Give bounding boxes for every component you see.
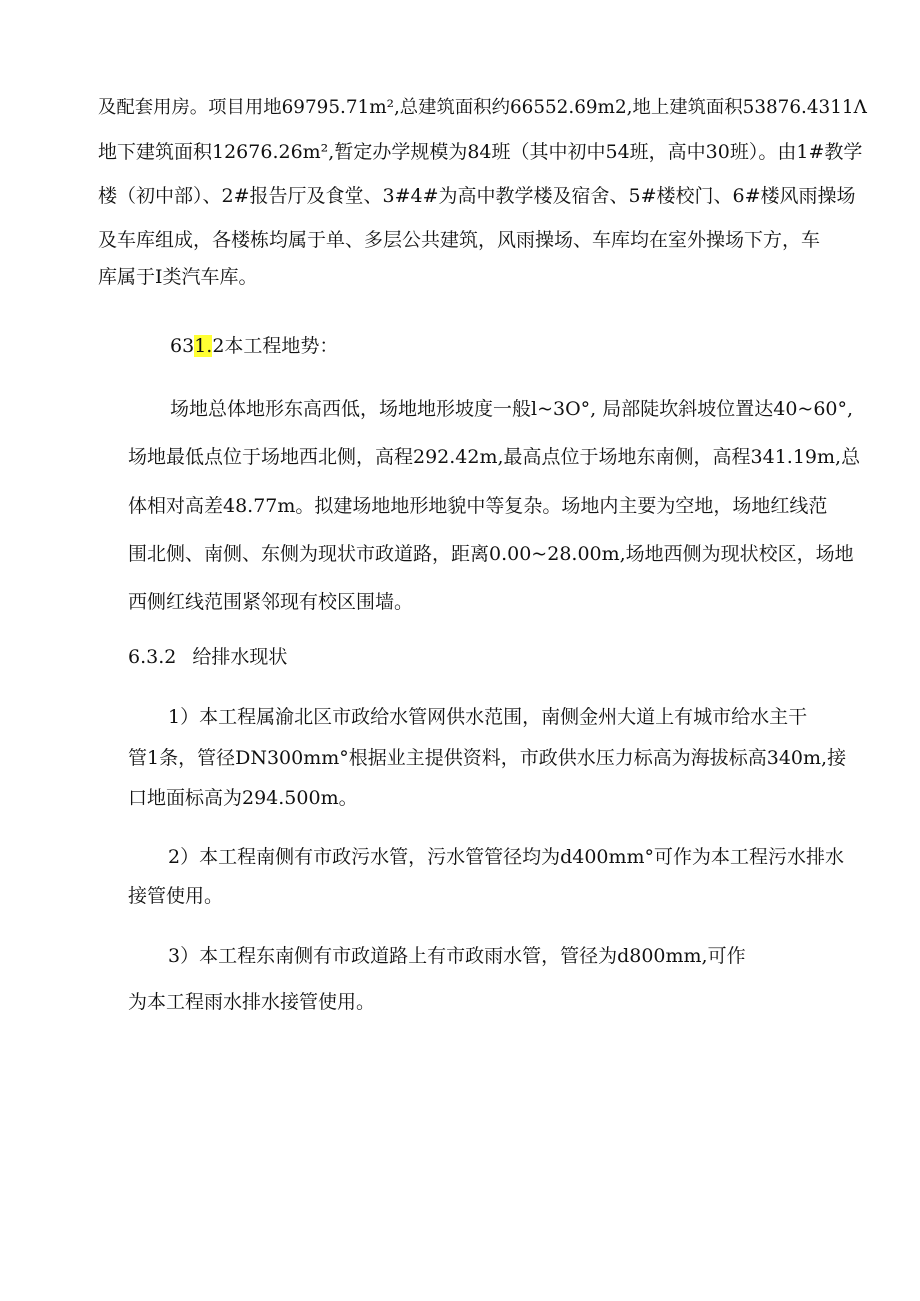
section-heading-632: [128, 645, 287, 669]
paragraph-1-line-4: 及车库组成，各楼栋均属于单、多层公共建筑，风雨操场、车库均在室外操场下方，车: [98, 229, 821, 251]
heading-632-title: 给排水现状: [192, 646, 288, 668]
item-1-line-1: 1）本工程属渝北区市政给水管网供水范围，南侧金州大道上有城市给水主干: [168, 706, 808, 728]
heading-631-highlight: 1.: [194, 335, 213, 357]
item-1-line-2: 管1条，管径DN300mm°根据业主提供资料，市政供水压力标高为海拔标高340m,接: [128, 747, 847, 769]
item-1-line-3: 口地面标高为294.500m。: [128, 787, 358, 809]
heading-631-prefix: 63: [170, 335, 195, 357]
paragraph-2-line-3: 体相对高差48.77m。拟建场地地形地貌中等复杂。场地内主要为空地，场地红线范: [128, 495, 828, 517]
item-2-line-2: 接管使用。: [128, 885, 224, 907]
paragraph-2-line-4: 围北侧、南侧、东侧为现状市政道路，距离0.00~28.00m,场地西侧为现状校区，场地: [128, 543, 854, 565]
paragraph-2-line-2: 场地最低点位于场地西北侧，高程292.42m,最高点位于场地东南侧，高程341.19m,总: [128, 446, 861, 468]
paragraph-2-line-5: 西侧红线范围紧邻现有校区围墙。: [128, 591, 414, 613]
item-2-line-1: 2）本工程南侧有市政污水管，污水管管径均为d400mm°可作为本工程污水排水: [168, 846, 845, 868]
item-3-line-2: 为本工程雨水排水接管使用。: [128, 991, 376, 1013]
heading-632-number: 6.3.2: [128, 646, 177, 668]
paragraph-1-line-5: 库属于I类汽车库。: [98, 266, 258, 288]
paragraph-2-line-1: 场地总体地形东高西低，场地地形坡度一般l~3O°, 局部陡坎斜坡位置达40~60°,: [170, 398, 854, 420]
paragraph-1-line-2: 地下建筑面积12676.26m²,暂定办学规模为84班（其中初中54班，高中30班）。由1#教学: [98, 141, 863, 163]
paragraph-1-line-1: 及配套用房。项目用地69795.71m²,总建筑面积约66552.69m2,地上建筑面积53876.4311Λ: [98, 97, 867, 118]
heading-631-suffix: 2本工程地势：: [212, 335, 339, 357]
paragraph-1-line-3: 楼（初中部）、2#报告厅及食堂、3#4#为高中教学楼及宿舍、5#楼校门、6#楼风雨操场: [98, 185, 856, 207]
item-3-line-1: 3）本工程东南侧有市政道路上有市政雨水管，管径为d800mm,可作: [168, 945, 746, 967]
section-heading-631: [170, 334, 338, 358]
